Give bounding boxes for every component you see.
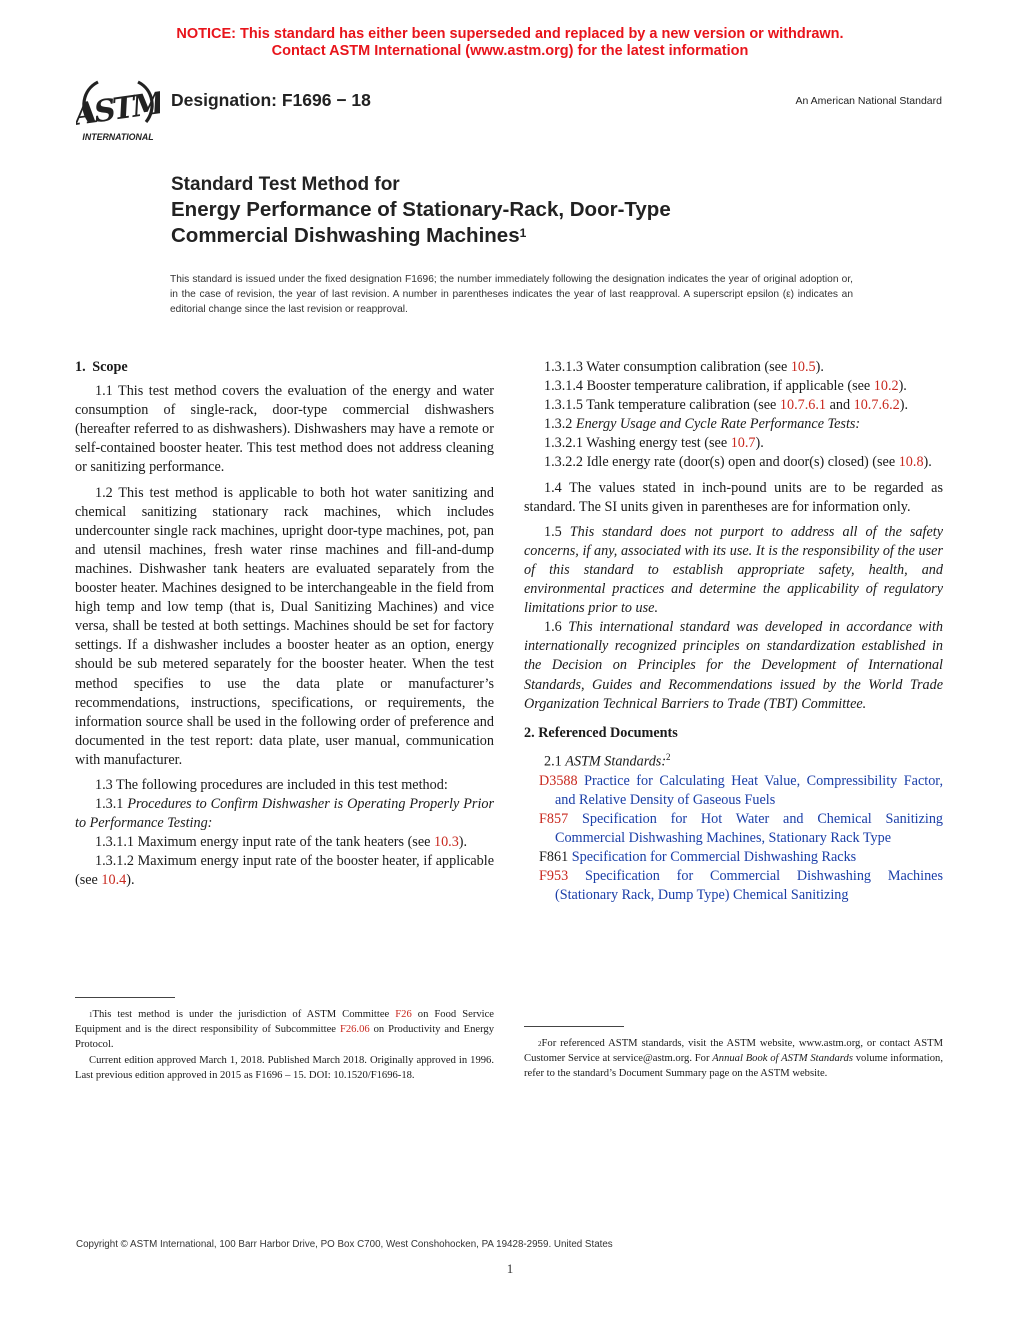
footnote-2-text xyxy=(524,1036,943,1082)
section-1-3-2-2 xyxy=(524,453,943,472)
section-1-3-1-4-text: 1.3.1.4 Booster temperature calibration, if applicable (see xyxy=(544,378,874,395)
title-line-1: Standard Test Method for xyxy=(171,174,400,195)
astm-logo xyxy=(76,74,160,144)
section-1-6-num: 1.6 xyxy=(544,619,562,636)
section-1-3-2-2-text: 1.3.2.2 Idle energy rate (door(s) open and door(s) closed) (see xyxy=(544,454,899,471)
reference-title-d3588[interactable]: Practice for Calculating Heat Value, Compressibility Factor, and Relative Density of Gaseous Fuels xyxy=(555,772,943,808)
reference-code-d3588[interactable]: D3588 xyxy=(539,772,578,789)
footnote-1-a: This test method is under the jurisdiction of ASTM Committee xyxy=(92,1009,396,1020)
footnote-1-mark: 1 xyxy=(89,1011,93,1019)
ref-link-10-7-6-2[interactable]: 10.7.6.2 xyxy=(853,397,900,414)
section-1-3-2-num: 1.3.2 xyxy=(544,416,573,433)
section-1-5-num: 1.5 xyxy=(544,523,562,540)
footnote-2-b: volume information, refer to the standard’s Document Summary page on the ASTM website. xyxy=(524,1053,943,1080)
references-heading-num: 2. xyxy=(524,724,535,741)
copyright-notice: Copyright © ASTM International, 100 Barr Harbor Drive, PO Box C700, West Conshohocken, PA 19428-2959. United States xyxy=(76,1239,613,1250)
reference-item-f857[interactable] xyxy=(524,810,943,848)
footnote-2-italic: Annual Book of ASTM Standards xyxy=(712,1053,853,1065)
right-column xyxy=(524,358,943,905)
designation: Designation: F1696 − 18 xyxy=(171,90,371,110)
section-1-3-1-3 xyxy=(524,358,943,377)
title-line-3 xyxy=(171,223,671,249)
reference-code-f857[interactable]: F857 xyxy=(539,810,569,827)
section-1-3-2-1-end: ). xyxy=(755,435,764,452)
logo-subtitle: INTERNATIONAL xyxy=(82,132,154,142)
section-1-2: 1.2 This test method is applicable to both hot water sanitizing and chemical sanitizing stationary rack machines, which includes undercounter single rack machines, upright door-type machines, pot, pan and utensil machines, fresh water rinse machines and fill-and-dump machines. Dishwasher tank heaters are evaluated separately from the booster heater. Machines designed to be interchangeable in the field from high temp and low temp (that is, Dual Sanitizing Machines) and vice versa, shall be tested at both settings. Machines should be set for factory settings. If a dishwasher includes a booster heater as an option, energy should be sub metered separately for the booster heater. When the test method specifies to use the data plate or manufacturer’s recommendations, instructions, specifications, or requirements, the information source shall be used in the following order of preference and documented in the test report: data plate, user manual, communication with manufacturer. xyxy=(75,484,494,768)
section-1-3-1-3-text: 1.3.1.3 Water consumption calibration (see xyxy=(544,359,791,375)
reference-item-f861[interactable] xyxy=(524,848,943,867)
section-1-6 xyxy=(524,618,943,713)
footnote-2 xyxy=(524,1036,943,1082)
withdrawn-notice xyxy=(0,26,1020,60)
section-1-3-1-1-end: ). xyxy=(458,834,468,851)
footnote-1-text xyxy=(75,1007,494,1053)
section-2-1 xyxy=(524,748,943,772)
committee-link-f26[interactable]: F26 xyxy=(395,1009,412,1020)
section-1-3-2-text: Energy Usage and Cycle Rate Performance Tests: xyxy=(575,416,861,433)
section-2-1-num: 2.1 xyxy=(544,753,562,770)
section-1-3-1-2-text: 1.3.1.2 Maximum energy input rate of the booster heater, if applicable (see xyxy=(75,853,494,889)
reference-title-f861[interactable]: Specification for Commercial Dishwashing Racks xyxy=(571,848,857,865)
section-1-3-1 xyxy=(75,795,494,833)
reference-title-f857[interactable]: Specification for Hot Water and Chemical Sanitizing Commercial Dishwashing Machines, Stationary Rack Type xyxy=(555,810,944,846)
document-title xyxy=(171,173,671,249)
logo-mark: ASTM xyxy=(76,86,160,133)
reference-code-f861: F861 xyxy=(539,848,569,865)
references-heading-text: Referenced Documents xyxy=(538,724,678,741)
section-1-1: 1.1 This test method covers the evaluation of the energy and water consumption of single-rack, door-type commercial dishwashers (hereafter referred to as dishwashers). Dishwashers may have a remote or self-contained booster heater. This test method does not address cleaning or sanitizing performance. xyxy=(75,383,494,476)
ref-link-10-8[interactable]: 10.8 xyxy=(898,454,924,471)
footnote-1-c: on Productivity and Energy Protocol. xyxy=(75,1024,495,1051)
footnote-2-mark: 2 xyxy=(538,1040,542,1048)
section-1-3-1-2 xyxy=(75,852,494,890)
section-1-3-1-5-text: 1.3.1.5 Tank temperature calibration (see xyxy=(544,397,780,414)
ref-link-10-7-6-1[interactable]: 10.7.6.1 xyxy=(779,397,827,414)
ref-link-10-5[interactable]: 10.5 xyxy=(790,359,816,375)
ref-link-10-3[interactable]: 10.3 xyxy=(433,834,459,851)
footnote-1-edition: Current edition approved March 1, 2018. Published March 2018. Originally approved in 1996. Last previous edition approved in 2015 as F1696 – 15. DOI: 10.1520/F1696-18. xyxy=(75,1054,494,1081)
section-1-3-1-4 xyxy=(524,377,943,396)
references-heading xyxy=(524,724,943,743)
section-1-3-1-1 xyxy=(75,833,494,852)
section-1-3-2-1-text: 1.3.2.1 Washing energy test (see xyxy=(544,435,731,452)
section-2-1-footnote-mark: 2 xyxy=(666,751,671,762)
ref-link-10-4[interactable]: 10.4 xyxy=(101,872,127,889)
reference-code-f953[interactable]: F953 xyxy=(539,868,569,885)
section-1-3-1-5-mid: and xyxy=(826,397,854,414)
section-2-1-text: ASTM Standards: xyxy=(565,753,667,770)
astm-logo-icon xyxy=(76,74,160,144)
section-1-3-1-1-text: 1.3.1.1 Maximum energy input rate of the tank heaters (see xyxy=(95,834,434,851)
reference-title-f953[interactable]: Specification for Commercial Dishwashing Machines (Stationary Rack, Dump Type) Chemical Sanitizing xyxy=(555,868,943,904)
national-standard-label: An American National Standard xyxy=(795,95,942,107)
section-1-4: 1.4 The values stated in inch-pound units are to be regarded as standard. The SI units given in parentheses are for information only. xyxy=(524,479,943,515)
footnote-rule-left xyxy=(75,997,175,998)
section-1-3-1-num: 1.3.1 xyxy=(95,796,124,813)
scope-heading-text: Scope xyxy=(92,359,128,375)
reference-item-d3588[interactable] xyxy=(524,772,943,810)
section-1-3-1-3-end: ). xyxy=(815,359,824,375)
notice-line-2: Contact ASTM International (www.astm.org) for the latest information xyxy=(271,43,749,59)
title-line-3-text: Commercial Dishwashing Machines xyxy=(171,224,520,247)
issued-note: This standard is issued under the fixed designation F1696; the number immediately following the designation indicates the year of original adoption or, in the case of revision, the year of last revision. A number in parentheses indicates the year of last reapproval. A superscript epsilon (ε) indicates an editorial change since the last revision or reapproval. xyxy=(170,274,853,315)
section-1-3-1-5-end: ). xyxy=(899,397,908,414)
footnote-2-a: For referenced ASTM standards, visit the ASTM website, www.astm.org, or contact ASTM Customer Service at service@astm.org. For xyxy=(524,1038,943,1065)
section-1-3-1-5 xyxy=(524,396,943,415)
section-1-5-text: This standard does not purport to address all of the safety concerns, if any, associated with its use. It is the responsibility of the user of this standard to establish appropriate safety, health, and environmental practices and determine the applicability of regulatory limitations prior to use. xyxy=(524,523,943,617)
section-1-3-2 xyxy=(524,415,943,434)
page-number: 1 xyxy=(506,1261,514,1276)
title-line-2: Energy Performance of Stationary-Rack, Door-Type xyxy=(171,198,671,221)
scope-heading xyxy=(75,358,494,377)
subcommittee-link-f26-06[interactable]: F26.06 xyxy=(339,1024,370,1036)
ref-link-10-2[interactable]: 10.2 xyxy=(873,378,899,395)
section-1-5 xyxy=(524,523,943,618)
footnote-1 xyxy=(75,1007,494,1083)
footnote-1-b: on Food Service Equipment and is the direct responsibility of Subcommittee xyxy=(75,1009,494,1036)
section-1-3-1-4-end: ). xyxy=(898,378,907,395)
left-column xyxy=(75,358,494,891)
scope-heading-num: 1. xyxy=(75,359,86,375)
notice-line-1: NOTICE: This standard has either been superseded and replaced by a new version or withdrawn. xyxy=(176,26,844,42)
title-footnote-mark: 1 xyxy=(519,226,527,240)
section-1-3-2-2-end: ). xyxy=(923,454,932,471)
section-1-3: 1.3 The following procedures are included in this test method: xyxy=(95,776,448,793)
reference-item-f953[interactable] xyxy=(524,867,943,905)
section-1-3-1-text: Procedures to Confirm Dishwasher is Operating Properly Prior to Performance Testing: xyxy=(75,796,494,832)
ref-link-10-7[interactable]: 10.7 xyxy=(730,435,756,452)
footnote-rule-right xyxy=(524,1026,624,1027)
section-1-3-2-1 xyxy=(524,434,943,453)
section-1-3-1-2-end: ). xyxy=(126,872,135,889)
section-1-6-text: This international standard was developed in accordance with internationally recognized principles on standardization established in the Decision on Principles for the Development of International Standards, Guides and Recommendations issued by the World Trade Organization Technical Barriers to Trade (TBT) Committee. xyxy=(524,619,943,712)
